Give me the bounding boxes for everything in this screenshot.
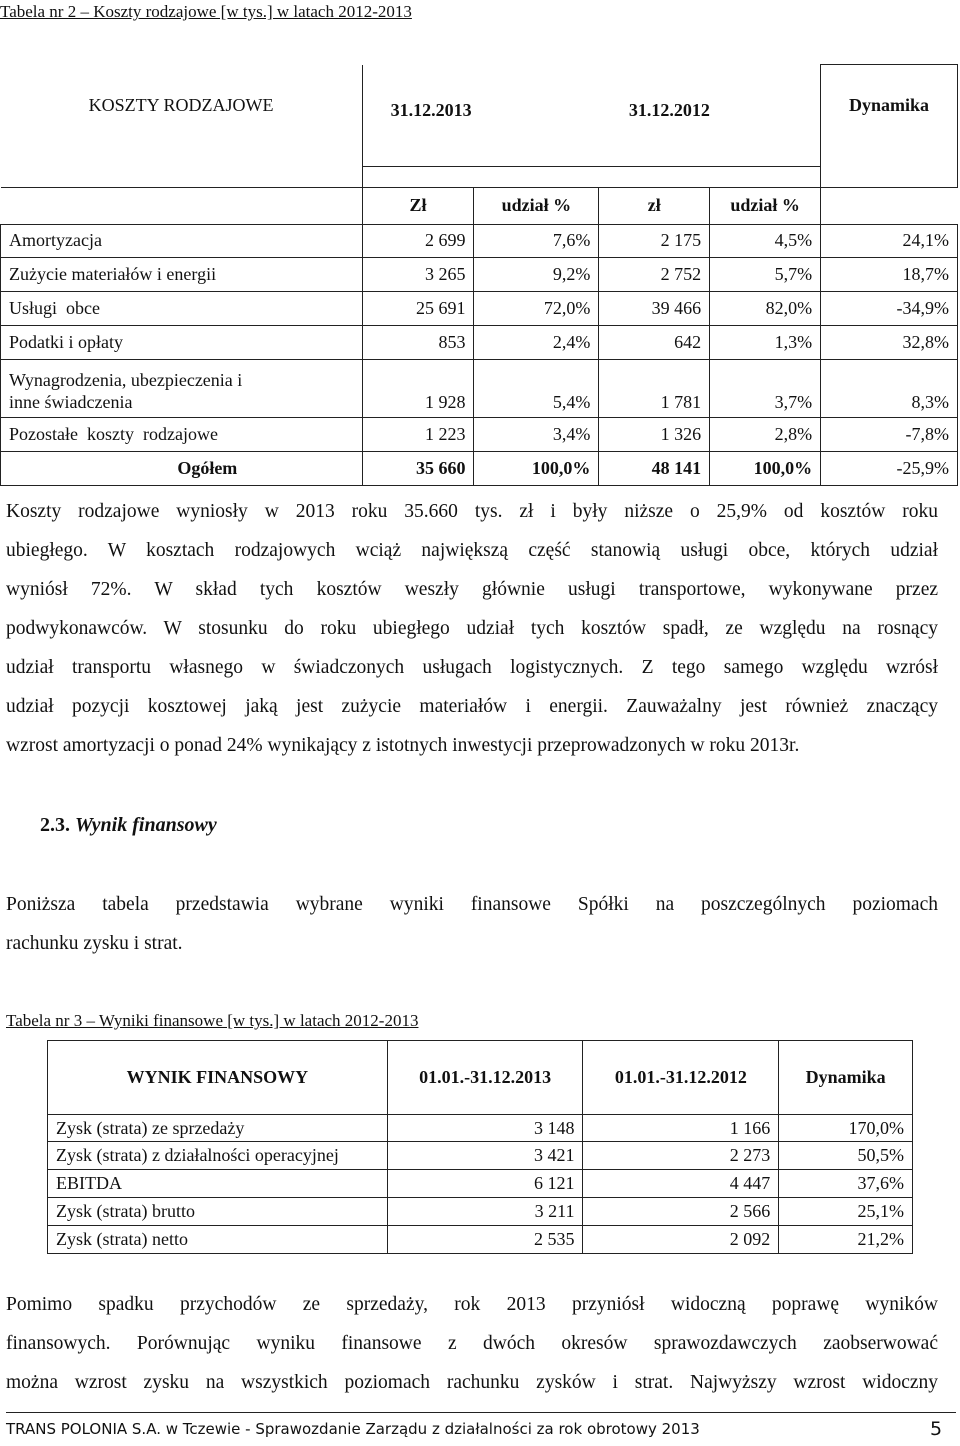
cell: 3 148 bbox=[387, 1115, 583, 1142]
cell: 1 781 bbox=[599, 359, 710, 417]
cell: 2 092 bbox=[583, 1226, 779, 1254]
cell: 1 326 bbox=[599, 417, 710, 451]
header-dynamics: Dynamika bbox=[779, 1041, 913, 1115]
cell: 9,2% bbox=[474, 257, 599, 291]
table-row bbox=[1, 325, 958, 359]
cell: 2 175 bbox=[599, 224, 710, 257]
cell: 35 660 bbox=[362, 451, 474, 485]
cell: 3 265 bbox=[362, 257, 474, 291]
cell: 50,5% bbox=[779, 1142, 913, 1170]
cell: 2 535 bbox=[387, 1226, 583, 1254]
header-year-2013: 31.12.2013 bbox=[362, 65, 599, 167]
table-row bbox=[48, 1115, 913, 1142]
cell: 5,4% bbox=[474, 359, 599, 417]
cell: 24,1% bbox=[821, 224, 958, 257]
table-row bbox=[1, 359, 958, 417]
section-number: 2.3. bbox=[40, 814, 70, 836]
cell: 82,0% bbox=[710, 291, 821, 325]
total-label: Ogółem bbox=[1, 451, 363, 485]
row-label: Wynagrodzenia, ubezpieczenia i inne świadczenia bbox=[1, 359, 363, 417]
row-label: Zysk (strata) brutto bbox=[48, 1198, 388, 1226]
row-label: Zysk (strata) ze sprzedaży bbox=[48, 1115, 388, 1142]
cell: 8,3% bbox=[821, 359, 958, 417]
table-row bbox=[1, 224, 958, 257]
header-costs-label: KOSZTY RODZAJOWE bbox=[1, 65, 363, 188]
row-label: Podatki i opłaty bbox=[1, 325, 363, 359]
paragraph-line: Pomimo spadku przychodów ze sprzedaży, rok 2013 przyniósł widoczną poprawę wyników bbox=[6, 1294, 938, 1315]
cell: 25,1% bbox=[779, 1198, 913, 1226]
row-label: Usługi obce bbox=[1, 291, 363, 325]
paragraph-line: rachunku zysku i strat. bbox=[6, 933, 183, 954]
section-title: Wynik finansowy bbox=[75, 814, 217, 836]
cell: 4 447 bbox=[583, 1170, 779, 1198]
subheader-zl-2013: Zł bbox=[362, 187, 474, 224]
footer-text: TRANS POLONIA S.A. w Tczewie - Sprawozdanie Zarządu z działalności za rok obrotowy 2013 bbox=[6, 1420, 700, 1438]
costs-table bbox=[0, 64, 958, 486]
financial-results-table bbox=[47, 1040, 913, 1254]
cell: 2 752 bbox=[599, 257, 710, 291]
cell: 39 466 bbox=[599, 291, 710, 325]
cell: 37,6% bbox=[779, 1170, 913, 1198]
page-number: 5 bbox=[930, 1418, 943, 1440]
cell: 25 691 bbox=[362, 291, 474, 325]
row-label: Pozostałe koszty rodzajowe bbox=[1, 417, 363, 451]
paragraph-line: wyniósł 72%. W skład tych kosztów weszły głównie usługi transportowe, wykonywane przez bbox=[6, 579, 938, 600]
paragraph-line: można wzrost zysku na wszystkich poziomach rachunku zysków i strat. Najwyższy wzrost widoczny bbox=[6, 1372, 938, 1393]
paragraph-line: Koszty rodzajowe wyniosły w 2013 roku 35.660 tys. zł i były niższe o 25,9% od kosztów roku bbox=[6, 501, 938, 522]
cell: 2 273 bbox=[583, 1142, 779, 1170]
results-paragraph bbox=[6, 1285, 938, 1402]
cell: 1 166 bbox=[583, 1115, 779, 1142]
paragraph-line: ubiegłego. W kosztach rodzajowych wciąż największą część stanowią usługi obce, których udział bbox=[6, 540, 938, 561]
paragraph-line: udział transportu własnego w świadczonych usługach logistycznych. Z tego samego względu wzrósł bbox=[6, 657, 938, 678]
subheader-row bbox=[1, 187, 958, 224]
table-row bbox=[1, 257, 958, 291]
table-row bbox=[48, 1198, 913, 1226]
subheader-share-2013: udział % bbox=[474, 187, 599, 224]
cell: 3,7% bbox=[710, 359, 821, 417]
cell: -25,9% bbox=[821, 451, 958, 485]
cell: 1 928 bbox=[362, 359, 474, 417]
cell: 853 bbox=[362, 325, 474, 359]
cell: -34,9% bbox=[821, 291, 958, 325]
cell: 18,7% bbox=[821, 257, 958, 291]
paragraph-line: podwykonawców. W stosunku do roku ubiegłego udział tych kosztów spadł, ze względu na rosnący bbox=[6, 618, 938, 639]
table2-caption: Tabela nr 2 – Koszty rodzajowe [w tys.] w latach 2012-2013 bbox=[0, 2, 412, 21]
paragraph-line: finansowych. Porównując wyniku finansowe z dwóch okresów sprawozdawczych zaobserwować bbox=[6, 1333, 938, 1354]
cell: -7,8% bbox=[821, 417, 958, 451]
subheader-zl-2012: zł bbox=[599, 187, 710, 224]
cell: 170,0% bbox=[779, 1115, 913, 1142]
total-row bbox=[1, 451, 958, 485]
cell: 21,2% bbox=[779, 1226, 913, 1254]
paragraph-line: udział pozycji kosztowej jaką jest zużycie materiałów i energii. Zauważalny jest również znaczący bbox=[6, 696, 938, 717]
cell: 5,7% bbox=[710, 257, 821, 291]
header-dynamics: Dynamika bbox=[821, 65, 958, 188]
paragraph-line: wzrost amortyzacji o ponad 24% wynikający z istotnych inwestycji przeprowadzonych w roku 2013r. bbox=[6, 735, 800, 756]
section-heading bbox=[40, 814, 217, 837]
cell: 2,8% bbox=[710, 417, 821, 451]
cell: 642 bbox=[599, 325, 710, 359]
costs-paragraph bbox=[6, 492, 938, 765]
header-period-2013: 01.01.-31.12.2013 bbox=[387, 1041, 583, 1115]
intro-paragraph bbox=[6, 885, 938, 963]
cell: 4,5% bbox=[710, 224, 821, 257]
cell: 6 121 bbox=[387, 1170, 583, 1198]
cell: 2 699 bbox=[362, 224, 474, 257]
row-label: Amortyzacja bbox=[1, 224, 363, 257]
cell: 32,8% bbox=[821, 325, 958, 359]
table-row bbox=[1, 417, 958, 451]
row-label: EBITDA bbox=[48, 1170, 388, 1198]
table-row bbox=[48, 1226, 913, 1254]
header-financial-result: WYNIK FINANSOWY bbox=[48, 1041, 388, 1115]
cell: 48 141 bbox=[599, 451, 710, 485]
cell: 7,6% bbox=[474, 224, 599, 257]
row-label: Zużycie materiałów i energii bbox=[1, 257, 363, 291]
cell: 100,0% bbox=[474, 451, 599, 485]
cell: 3,4% bbox=[474, 417, 599, 451]
paragraph-line: Poniższa tabela przedstawia wybrane wyniki finansowe Spółki na poszczególnych poziomach bbox=[6, 894, 938, 915]
cell: 3 211 bbox=[387, 1198, 583, 1226]
table-row bbox=[48, 1170, 913, 1198]
footer-rule bbox=[6, 1412, 956, 1413]
cell: 1,3% bbox=[710, 325, 821, 359]
row-label: Zysk (strata) z działalności operacyjnej bbox=[48, 1142, 388, 1170]
cell: 72,0% bbox=[474, 291, 599, 325]
cell: 3 421 bbox=[387, 1142, 583, 1170]
table3-caption: Tabela nr 3 – Wyniki finansowe [w tys.] w latach 2012-2013 bbox=[6, 1011, 419, 1030]
table-row bbox=[1, 291, 958, 325]
header-period-2012: 01.01.-31.12.2012 bbox=[583, 1041, 779, 1115]
header-year-2012: 31.12.2012 bbox=[599, 65, 821, 167]
cell: 1 223 bbox=[362, 417, 474, 451]
cell: 100,0% bbox=[710, 451, 821, 485]
row-label: Zysk (strata) netto bbox=[48, 1226, 388, 1254]
subheader-share-2012: udział % bbox=[710, 187, 821, 224]
table-row bbox=[48, 1142, 913, 1170]
cell: 2,4% bbox=[474, 325, 599, 359]
cell: 2 566 bbox=[583, 1198, 779, 1226]
table3-header-row bbox=[48, 1041, 913, 1115]
